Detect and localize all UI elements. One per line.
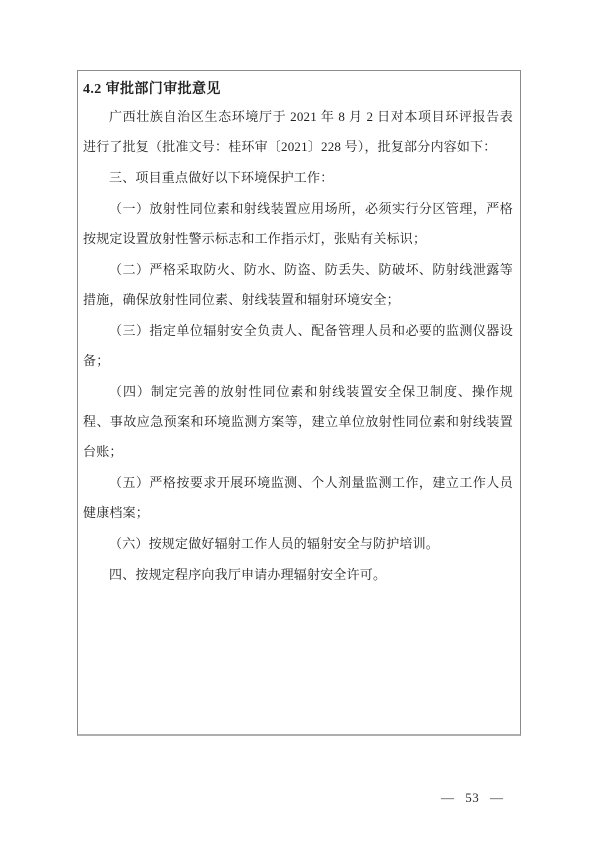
paragraph-subitem-3: （三）指定单位辐射安全负责人、配备管理人员和必要的监测仪器设备； (83, 323, 513, 368)
paragraph-item-4: 四、按规定程序向我厅申请办理辐射安全许可。 (109, 567, 387, 582)
paragraph-subitem-2: （二）严格采取防火、防水、防盗、防丢失、防破坏、防射线泄露等措施，确保放射性同位素、射线装置和辐射环境安全； (83, 262, 513, 307)
paragraph-subitem-6: （六）按规定做好辐射工作人员的辐射安全与防护培训。 (109, 536, 440, 551)
approval-opinion-section (77, 70, 521, 736)
paragraph-item-3-header: 三、项目重点做好以下环境保护工作： (109, 170, 334, 185)
section-heading: 4.2 审批部门审批意见 (83, 82, 221, 97)
paragraph-approval-intro: 广西壮族自治区生态环境厅于 2021 年 8 月 2 日对本项目环评报告表进行了批复（批准文号：桂环审〔2021〕228 号），批复部分内容如下： (83, 109, 513, 154)
paragraph-subitem-4: （四）制定完善的放射性同位素和射线装置安全保卫制度、操作规程、事故应急预案和环境监测方案等，建立单位放射性同位素和射线装置台账； (83, 384, 513, 459)
paragraph-subitem-1: （一）放射性同位素和射线装置应用场所，必须实行分区管理，严格按规定设置放射性警示标志和工作指示灯，张贴有关标识； (83, 201, 513, 246)
page-number: — 53 — (441, 790, 504, 805)
paragraph-subitem-5: （五）严格按要求开展环境监测、个人剂量监测工作，建立工作人员健康档案； (83, 475, 513, 520)
